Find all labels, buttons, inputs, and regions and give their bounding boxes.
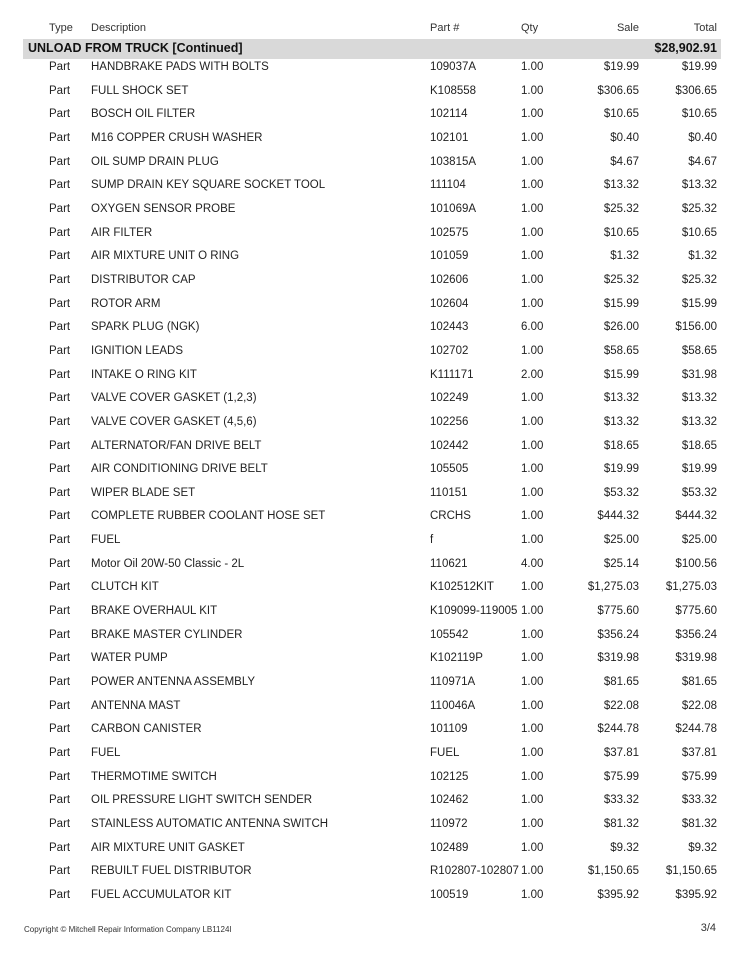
cell-description: OIL SUMP DRAIN PLUG [91, 155, 219, 168]
cell-part-number: K111171 [430, 368, 474, 381]
cell-type: Part [49, 415, 71, 428]
cell-part-number: FUEL [430, 747, 460, 760]
table-row [0, 129, 742, 153]
table-row [0, 720, 742, 744]
cell-description: IGNITION LEADS [91, 344, 184, 357]
table-row [0, 578, 742, 602]
cell-total: $25.00 [681, 534, 717, 547]
cell-part-number: 110971A [430, 676, 476, 689]
table-row [0, 531, 742, 555]
table-row [0, 366, 742, 390]
cell-sale: $1,275.03 [587, 581, 639, 594]
cell-total: $19.99 [681, 463, 717, 476]
section-title: UNLOAD FROM TRUCK [Continued] [28, 41, 243, 55]
cell-total: $25.32 [681, 273, 717, 286]
cell-type: Part [49, 699, 71, 712]
cell-type: Part [49, 652, 71, 665]
cell-sale: $13.32 [603, 415, 639, 428]
cell-type: Part [49, 818, 71, 830]
cell-qty: 1.00 [521, 628, 544, 641]
cell-sale: $244.78 [597, 723, 639, 736]
cell-sale: $15.99 [603, 297, 639, 310]
line-items [0, 58, 742, 910]
cell-description: REBUILT FUEL DISTRIBUTOR [91, 865, 252, 878]
cell-qty: 1.00 [521, 794, 544, 807]
cell-part-number: 102462 [430, 794, 469, 807]
cell-total: $1.32 [688, 250, 717, 263]
cell-qty: 1.00 [521, 652, 544, 665]
cell-type: Part [49, 463, 71, 476]
cell-type: Part [49, 557, 71, 570]
cell-total: $19.99 [681, 61, 717, 73]
cell-qty: 1.00 [521, 108, 544, 121]
cell-sale: $1,150.65 [587, 865, 639, 878]
table-row [0, 153, 742, 177]
cell-part-number: 102249 [430, 392, 469, 405]
table-row [0, 200, 742, 224]
cell-part-number: 101069A [430, 202, 477, 215]
cell-qty: 1.00 [521, 61, 544, 73]
cell-description: THERMOTIME SWITCH [91, 770, 217, 783]
cell-total: $306.65 [675, 84, 717, 97]
cell-sale: $319.98 [597, 652, 639, 665]
cell-description: AIR CONDITIONING DRIVE BELT [91, 463, 268, 476]
cell-qty: 1.00 [521, 155, 544, 168]
cell-type: Part [49, 747, 71, 760]
cell-qty: 4.00 [521, 557, 544, 570]
table-row [0, 413, 742, 437]
cell-sale: $13.32 [603, 179, 639, 192]
cell-total: $33.32 [681, 794, 717, 807]
cell-description: AIR MIXTURE UNIT O RING [91, 250, 240, 263]
cell-sale: $19.99 [603, 61, 639, 73]
cell-sale: $25.14 [603, 557, 639, 570]
cell-part-number: 103815A [430, 155, 477, 168]
cell-type: Part [49, 297, 71, 310]
cell-type: Part [49, 179, 71, 192]
table-row [0, 815, 742, 839]
cell-sale: $25.00 [603, 534, 639, 547]
cell-part-number: 101109 [430, 723, 468, 736]
cell-description: M16 COPPER CRUSH WASHER [91, 131, 263, 144]
cell-qty: 1.00 [521, 699, 544, 712]
cell-type: Part [49, 510, 71, 523]
cell-total: $10.65 [681, 108, 717, 121]
cell-part-number: 110972 [430, 818, 468, 830]
table-row [0, 649, 742, 673]
cell-part-number: 102101 [430, 131, 469, 144]
cell-total: $31.98 [681, 368, 717, 381]
cell-part-number: 102256 [430, 415, 469, 428]
table-row [0, 389, 742, 413]
cell-sale: $775.60 [597, 605, 639, 618]
cell-sale: $26.00 [603, 321, 639, 334]
cell-sale: $13.32 [603, 392, 639, 405]
cell-sale: $10.65 [603, 108, 639, 121]
table-row [0, 82, 742, 106]
cell-part-number: 102443 [430, 321, 469, 334]
table-row [0, 58, 742, 82]
cell-sale: $0.40 [610, 131, 639, 144]
cell-qty: 1.00 [521, 84, 544, 97]
cell-type: Part [49, 392, 71, 405]
cell-description: ALTERNATOR/FAN DRIVE BELT [91, 439, 262, 452]
cell-description: STAINLESS AUTOMATIC ANTENNA SWITCH [91, 818, 329, 830]
cell-total: $53.32 [681, 486, 717, 499]
cell-part-number: 102604 [430, 297, 469, 310]
table-row [0, 886, 742, 910]
cell-part-number: 102114 [430, 108, 468, 121]
cell-type: Part [49, 534, 71, 547]
cell-part-number: 111104 [430, 179, 466, 192]
cell-qty: 1.00 [521, 344, 544, 357]
cell-description: INTAKE O RING KIT [91, 368, 197, 381]
cell-qty: 1.00 [521, 250, 544, 263]
cell-type: Part [49, 676, 71, 689]
cell-total: $775.60 [675, 605, 717, 618]
table-row [0, 862, 742, 886]
cell-part-number: f [430, 534, 434, 547]
table-row [0, 673, 742, 697]
cell-qty: 1.00 [521, 131, 544, 144]
cell-description: VALVE COVER GASKET (4,5,6) [91, 415, 257, 428]
cell-total: $395.92 [675, 888, 717, 901]
cell-description: WATER PUMP [91, 652, 168, 665]
cell-qty: 1.00 [521, 841, 544, 854]
cell-type: Part [49, 770, 71, 783]
cell-qty: 1.00 [521, 273, 544, 286]
cell-description: FUEL ACCUMULATOR KIT [91, 888, 232, 901]
cell-qty: 1.00 [521, 226, 544, 239]
cell-type: Part [49, 841, 71, 854]
cell-description: FUEL [91, 747, 121, 760]
cell-part-number: CRCHS [430, 510, 471, 523]
cell-qty: 1.00 [521, 723, 544, 736]
cell-qty: 1.00 [521, 581, 544, 594]
cell-type: Part [49, 155, 71, 168]
cell-part-number: 102442 [430, 439, 469, 452]
header-type: Type [49, 22, 73, 34]
cell-type: Part [49, 486, 71, 499]
cell-part-number: 102702 [430, 344, 469, 357]
cell-sale: $81.32 [603, 818, 639, 830]
cell-qty: 1.00 [521, 865, 544, 878]
cell-qty: 1.00 [521, 770, 544, 783]
cell-part-number: K102512KIT [430, 581, 494, 594]
table-header [0, 20, 742, 36]
cell-total: $0.40 [688, 131, 717, 144]
page-number: 3/4 [700, 922, 716, 934]
cell-description: SUMP DRAIN KEY SQUARE SOCKET TOOL [91, 179, 326, 192]
section-header [23, 39, 721, 59]
cell-qty: 1.00 [521, 297, 544, 310]
cell-description: AIR FILTER [91, 226, 153, 239]
cell-description: CARBON CANISTER [91, 723, 202, 736]
cell-sale: $356.24 [597, 628, 639, 641]
cell-type: Part [49, 723, 71, 736]
cell-type: Part [49, 202, 71, 215]
cell-qty: 1.00 [521, 510, 544, 523]
table-row [0, 839, 742, 863]
cell-description: BOSCH OIL FILTER [91, 108, 196, 121]
cell-sale: $9.32 [610, 841, 639, 854]
cell-type: Part [49, 321, 71, 334]
cell-total: $156.00 [675, 321, 717, 334]
cell-sale: $18.65 [603, 439, 639, 452]
cell-sale: $25.32 [603, 202, 639, 215]
cell-part-number: 109037A [430, 61, 477, 73]
cell-part-number: 102575 [430, 226, 469, 239]
cell-description: FULL SHOCK SET [91, 84, 189, 97]
cell-type: Part [49, 581, 71, 594]
cell-total: $18.65 [681, 439, 717, 452]
cell-total: $13.32 [681, 179, 717, 192]
header-total: Total [693, 22, 717, 34]
cell-part-number: 110151 [430, 486, 468, 499]
table-row [0, 295, 742, 319]
cell-type: Part [49, 250, 71, 263]
cell-description: OXYGEN SENSOR PROBE [91, 202, 236, 215]
cell-total: $81.65 [681, 676, 717, 689]
header-qty: Qty [521, 22, 539, 34]
table-row [0, 791, 742, 815]
cell-sale: $81.65 [603, 676, 639, 689]
cell-description: ROTOR ARM [91, 297, 161, 310]
cell-sale: $444.32 [597, 510, 639, 523]
table-row [0, 437, 742, 461]
cell-part-number: 110046A [430, 699, 476, 712]
cell-total: $4.67 [688, 155, 717, 168]
cell-sale: $75.99 [603, 770, 639, 783]
cell-total: $15.99 [681, 297, 717, 310]
table-row [0, 626, 742, 650]
cell-part-number: 102125 [430, 770, 469, 783]
cell-total: $100.56 [675, 557, 717, 570]
cell-description: CLUTCH KIT [91, 581, 159, 594]
cell-description: HANDBRAKE PADS WITH BOLTS [91, 61, 269, 73]
cell-total: $244.78 [675, 723, 717, 736]
cell-sale: $37.81 [603, 747, 639, 760]
cell-type: Part [49, 61, 71, 73]
cell-description: WIPER BLADE SET [91, 486, 196, 499]
cell-type: Part [49, 344, 71, 357]
cell-part-number: 105542 [430, 628, 469, 641]
cell-sale: $58.65 [603, 344, 639, 357]
table-row [0, 602, 742, 626]
cell-part-number: R102807-102807 [430, 865, 519, 878]
cell-sale: $306.65 [597, 84, 639, 97]
cell-qty: 1.00 [521, 486, 544, 499]
header-sale: Sale [616, 22, 639, 34]
table-row [0, 697, 742, 721]
cell-part-number: K109099-119005 [430, 605, 518, 618]
cell-total: $13.32 [681, 392, 717, 405]
cell-qty: 1.00 [521, 392, 544, 405]
table-row [0, 271, 742, 295]
cell-description: VALVE COVER GASKET (1,2,3) [91, 392, 257, 405]
cell-part-number: 102489 [430, 841, 469, 854]
cell-total: $356.24 [675, 628, 717, 641]
cell-part-number: 102606 [430, 273, 469, 286]
cell-sale: $53.32 [603, 486, 639, 499]
cell-total: $81.32 [681, 818, 717, 830]
section-total: $28,902.91 [654, 41, 717, 55]
cell-qty: 1.00 [521, 605, 544, 618]
cell-qty: 1.00 [521, 439, 544, 452]
cell-part-number: 101059 [430, 250, 469, 263]
table-row [0, 105, 742, 129]
cell-part-number: 105505 [430, 463, 469, 476]
cell-description: ANTENNA MAST [91, 699, 181, 712]
cell-total: $1,150.65 [665, 865, 717, 878]
cell-qty: 1.00 [521, 463, 544, 476]
cell-sale: $33.32 [603, 794, 639, 807]
cell-qty: 6.00 [521, 321, 544, 334]
header-description: Description [91, 22, 147, 34]
cell-sale: $4.67 [610, 155, 639, 168]
table-row [0, 318, 742, 342]
cell-sale: $1.32 [610, 250, 639, 263]
cell-qty: 1.00 [521, 676, 544, 689]
cell-qty: 1.00 [521, 179, 544, 192]
cell-description: BRAKE OVERHAUL KIT [91, 605, 218, 618]
table-row [0, 744, 742, 768]
table-row [0, 176, 742, 200]
table-row [0, 224, 742, 248]
cell-part-number: 100519 [430, 888, 469, 901]
header-part-number: Part # [430, 22, 460, 34]
table-row [0, 247, 742, 271]
cell-description: AIR MIXTURE UNIT GASKET [91, 841, 245, 854]
cell-type: Part [49, 865, 71, 878]
cell-qty: 1.00 [521, 202, 544, 215]
copyright-text: Copyright © Mitchell Repair Information Company LB1124I [24, 925, 232, 934]
cell-type: Part [49, 84, 71, 97]
cell-sale: $395.92 [597, 888, 639, 901]
cell-qty: 1.00 [521, 747, 544, 760]
cell-total: $22.08 [681, 699, 717, 712]
table-row [0, 555, 742, 579]
cell-total: $25.32 [681, 202, 717, 215]
cell-total: $37.81 [681, 747, 717, 760]
cell-type: Part [49, 368, 71, 381]
cell-type: Part [49, 108, 71, 121]
cell-description: POWER ANTENNA ASSEMBLY [91, 676, 256, 689]
table-row [0, 484, 742, 508]
cell-description: SPARK PLUG (NGK) [91, 321, 200, 334]
table-row [0, 342, 742, 366]
cell-type: Part [49, 888, 71, 901]
cell-qty: 2.00 [521, 368, 544, 381]
cell-total: $13.32 [681, 415, 717, 428]
cell-total: $10.65 [681, 226, 717, 239]
cell-sale: $15.99 [603, 368, 639, 381]
cell-part-number: 110621 [430, 557, 468, 570]
cell-type: Part [49, 605, 71, 618]
cell-type: Part [49, 273, 71, 286]
cell-description: BRAKE MASTER CYLINDER [91, 628, 243, 641]
cell-description: OIL PRESSURE LIGHT SWITCH SENDER [91, 794, 313, 807]
cell-type: Part [49, 794, 71, 807]
cell-type: Part [49, 628, 71, 641]
cell-type: Part [49, 131, 71, 144]
cell-total: $1,275.03 [665, 581, 717, 594]
cell-part-number: K102119P [430, 652, 483, 665]
cell-description: DISTRIBUTOR CAP [91, 273, 196, 286]
cell-sale: $25.32 [603, 273, 639, 286]
cell-total: $9.32 [688, 841, 717, 854]
cell-description: FUEL [91, 534, 121, 547]
cell-total: $58.65 [681, 344, 717, 357]
cell-type: Part [49, 439, 71, 452]
cell-total: $319.98 [675, 652, 717, 665]
cell-qty: 1.00 [521, 415, 544, 428]
cell-qty: 1.00 [521, 818, 544, 830]
cell-type: Part [49, 226, 71, 239]
cell-qty: 1.00 [521, 534, 544, 547]
cell-qty: 1.00 [521, 888, 544, 901]
cell-total: $444.32 [675, 510, 717, 523]
table-row [0, 768, 742, 792]
cell-part-number: K108558 [430, 84, 477, 97]
cell-description: COMPLETE RUBBER COOLANT HOSE SET [91, 510, 326, 523]
table-row [0, 460, 742, 484]
cell-description: Motor Oil 20W-50 Classic - 2L [91, 557, 245, 570]
cell-sale: $10.65 [603, 226, 639, 239]
table-row [0, 507, 742, 531]
cell-sale: $22.08 [603, 699, 639, 712]
cell-sale: $19.99 [603, 463, 639, 476]
cell-total: $75.99 [681, 770, 717, 783]
